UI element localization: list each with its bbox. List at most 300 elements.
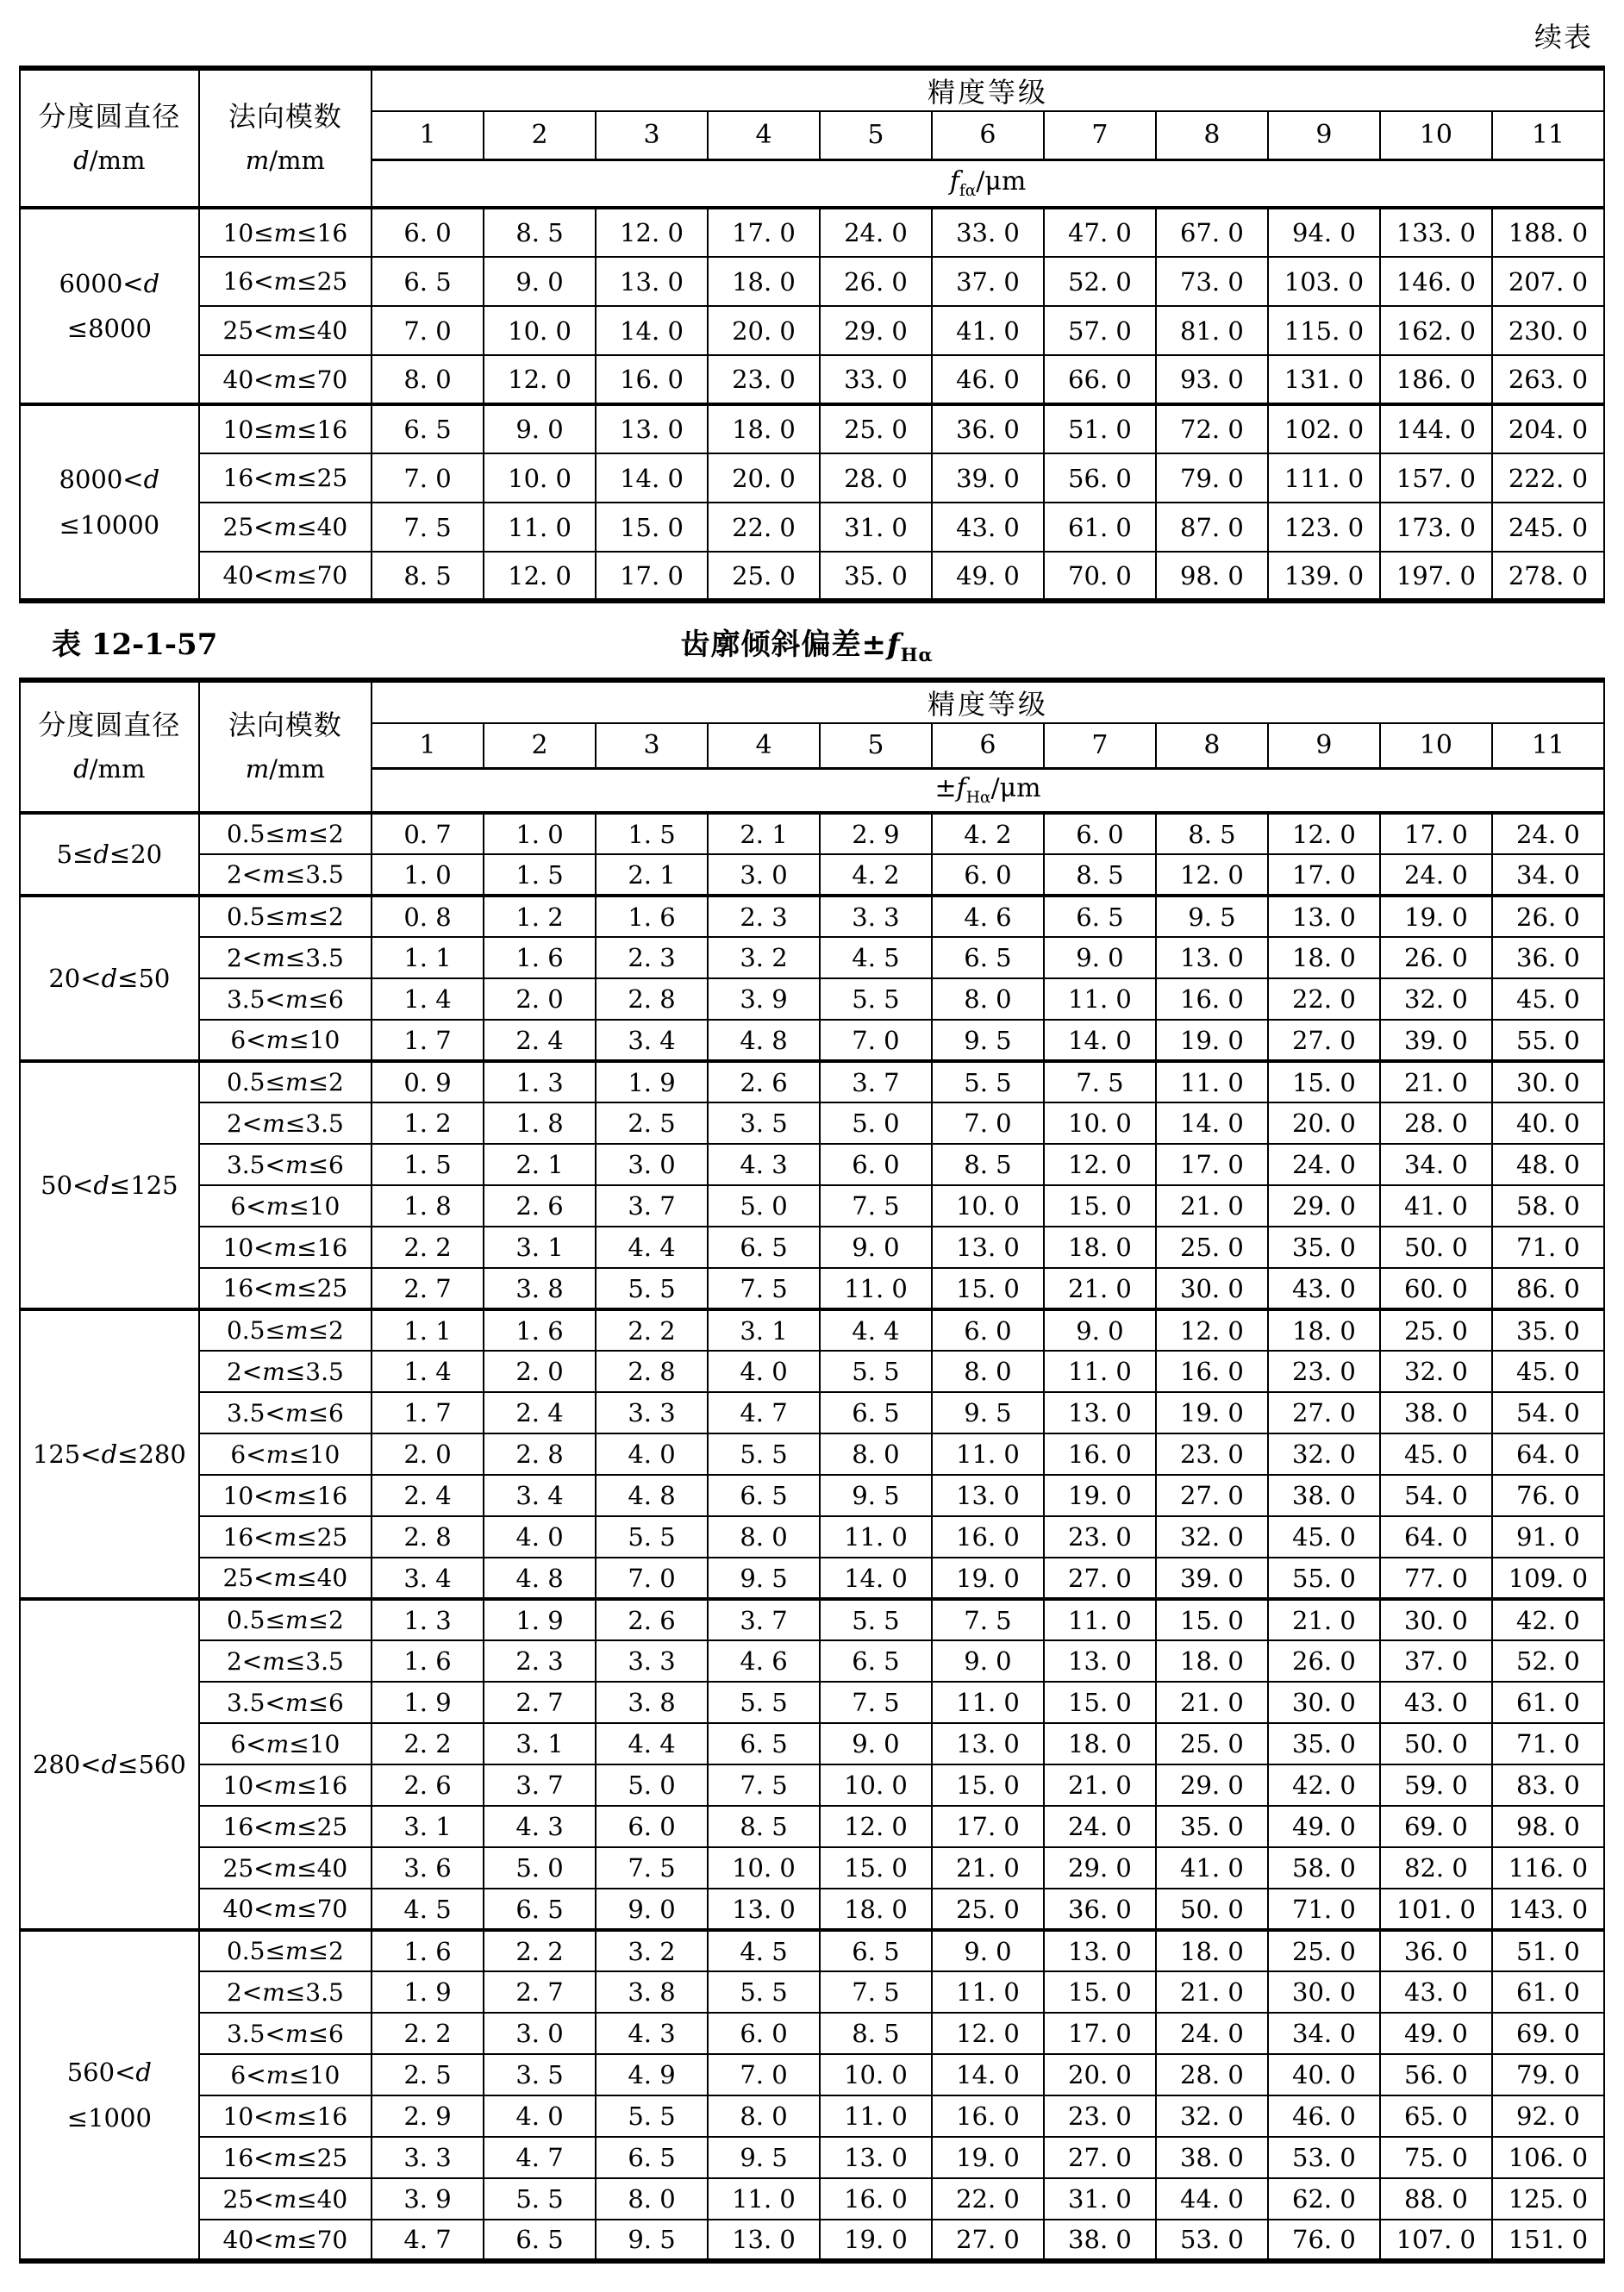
value-cell: 93. 0 — [1156, 355, 1268, 404]
diameter-range-label: 280<d≤560 — [20, 1599, 199, 1930]
value-cell: 6. 0 — [372, 208, 484, 257]
value-cell: 12. 0 — [1156, 1309, 1268, 1351]
value-cell: 12. 0 — [484, 355, 596, 404]
value-cell: 1. 8 — [484, 1102, 596, 1144]
module-range-label: 10≤m≤16 — [199, 208, 372, 257]
value-cell: 61. 0 — [1492, 1682, 1604, 1723]
unit-header: $\pm f_{H\alpha}/\mu m$ — [372, 768, 1604, 813]
value-cell: 18. 0 — [708, 404, 820, 453]
value-cell: 36. 0 — [932, 404, 1044, 453]
value-cell: 19. 0 — [1156, 1392, 1268, 1433]
value-cell: 1. 1 — [372, 1309, 484, 1351]
value-cell: 33. 0 — [932, 208, 1044, 257]
grade-col-header: 6 — [932, 723, 1044, 768]
value-cell: 36. 0 — [1492, 937, 1604, 978]
value-cell: 30. 0 — [1156, 1268, 1268, 1309]
module-range-label: 6<m≤10 — [199, 1723, 372, 1764]
value-cell: 28. 0 — [820, 453, 932, 503]
value-cell: 2. 0 — [484, 1351, 596, 1392]
table-row — [20, 503, 1604, 552]
value-cell: 3. 1 — [484, 1723, 596, 1764]
table-row — [20, 1102, 1604, 1144]
value-cell: 6. 0 — [932, 1309, 1044, 1351]
value-cell: 5. 5 — [820, 1599, 932, 1640]
value-cell: 26. 0 — [1380, 937, 1492, 978]
table-row — [20, 1682, 1604, 1723]
value-cell: 18. 0 — [1044, 1723, 1156, 1764]
value-cell: 34. 0 — [1492, 854, 1604, 896]
grade-col-header: 8 — [1156, 111, 1268, 159]
table-row — [20, 1227, 1604, 1268]
value-cell: 12. 0 — [596, 208, 708, 257]
value-cell: 3. 2 — [596, 1930, 708, 1971]
value-cell: 1. 6 — [372, 1930, 484, 1971]
value-cell: 29. 0 — [1268, 1185, 1380, 1227]
module-range-label: 40<m≤70 — [199, 1889, 372, 1930]
grade-col-header: 6 — [932, 111, 1044, 159]
value-cell: 16. 0 — [820, 2178, 932, 2220]
module-range-label: 0.5≤m≤2 — [199, 1930, 372, 1971]
value-cell: 25. 0 — [1380, 1309, 1492, 1351]
table-row — [20, 2137, 1604, 2178]
value-cell: 151. 0 — [1492, 2220, 1604, 2261]
value-cell: 18. 0 — [1156, 1640, 1268, 1682]
value-cell: 18. 0 — [1156, 1930, 1268, 1971]
value-cell: 10. 0 — [708, 1847, 820, 1889]
value-cell: 24. 0 — [1268, 1144, 1380, 1185]
value-cell: 2. 2 — [484, 1930, 596, 1971]
value-cell: 2. 4 — [484, 1392, 596, 1433]
value-cell: 2. 8 — [484, 1433, 596, 1475]
value-cell: 14. 0 — [1156, 1102, 1268, 1144]
value-cell: 11. 0 — [1156, 1061, 1268, 1102]
value-cell: 53. 0 — [1268, 2137, 1380, 2178]
value-cell: 3. 3 — [372, 2137, 484, 2178]
value-cell: 18. 0 — [820, 1889, 932, 1930]
value-cell: 6. 5 — [596, 2137, 708, 2178]
value-cell: 11. 0 — [1044, 978, 1156, 1020]
value-cell: 60. 0 — [1380, 1268, 1492, 1309]
value-cell: 29. 0 — [1156, 1764, 1268, 1806]
table-row — [20, 2220, 1604, 2261]
value-cell: 22. 0 — [1268, 978, 1380, 1020]
module-range-label: 16<m≤25 — [199, 1516, 372, 1558]
value-cell: 83. 0 — [1492, 1764, 1604, 1806]
value-cell: 8. 5 — [372, 552, 484, 601]
value-cell: 9. 0 — [1044, 1309, 1156, 1351]
grade-col-header: 11 — [1492, 111, 1604, 159]
module-range-label: 3.5<m≤6 — [199, 978, 372, 1020]
value-cell: 4. 3 — [596, 2013, 708, 2054]
value-cell: 102. 0 — [1268, 404, 1380, 453]
value-cell: 32. 0 — [1268, 1433, 1380, 1475]
value-cell: 41. 0 — [932, 306, 1044, 355]
value-cell: 35. 0 — [1156, 1806, 1268, 1847]
value-cell: 3. 2 — [708, 937, 820, 978]
value-cell: 15. 0 — [1268, 1061, 1380, 1102]
value-cell: 19. 0 — [820, 2220, 932, 2261]
module-range-label: 3.5<m≤6 — [199, 1682, 372, 1723]
value-cell: 3. 5 — [708, 1102, 820, 1144]
value-cell: 2. 8 — [372, 1516, 484, 1558]
value-cell: 186. 0 — [1380, 355, 1492, 404]
value-cell: 3. 3 — [596, 1392, 708, 1433]
value-cell: 92. 0 — [1492, 2095, 1604, 2137]
value-cell: 25. 0 — [1268, 1930, 1380, 1971]
value-cell: 6. 5 — [484, 2220, 596, 2261]
value-cell: 45. 0 — [1492, 1351, 1604, 1392]
value-cell: 24. 0 — [1492, 813, 1604, 854]
value-cell: 39. 0 — [1156, 1558, 1268, 1599]
value-cell: 12. 0 — [932, 2013, 1044, 2054]
continuation-label: 续表 — [1533, 21, 1593, 53]
value-cell: 12. 0 — [484, 552, 596, 601]
value-cell: 8. 5 — [1156, 813, 1268, 854]
value-cell: 86. 0 — [1492, 1268, 1604, 1309]
value-cell: 9. 0 — [932, 1640, 1044, 1682]
value-cell: 54. 0 — [1380, 1475, 1492, 1516]
grade-col-header: 1 — [372, 111, 484, 159]
value-cell: 43. 0 — [1268, 1268, 1380, 1309]
value-cell: 16. 0 — [1156, 1351, 1268, 1392]
value-cell: 3. 7 — [596, 1185, 708, 1227]
value-cell: 11. 0 — [1044, 1599, 1156, 1640]
value-cell: 15. 0 — [1044, 1185, 1156, 1227]
module-range-label: 25<m≤40 — [199, 2178, 372, 2220]
value-cell: 3. 5 — [484, 2054, 596, 2095]
module-range-label: 3.5<m≤6 — [199, 1392, 372, 1433]
col-header-pitch-diameter: 分度圆直径 d/mm — [20, 680, 199, 813]
value-cell: 24. 0 — [1380, 854, 1492, 896]
value-cell: 245. 0 — [1492, 503, 1604, 552]
table-row — [20, 2095, 1604, 2137]
value-cell: 1. 3 — [372, 1599, 484, 1640]
table-row — [20, 813, 1604, 854]
module-range-label: 10<m≤16 — [199, 1764, 372, 1806]
value-cell: 9. 5 — [708, 1558, 820, 1599]
value-cell: 14. 0 — [932, 2054, 1044, 2095]
value-cell: 1. 7 — [372, 1392, 484, 1433]
table-row — [20, 2054, 1604, 2095]
value-cell: 13. 0 — [932, 1475, 1044, 1516]
value-cell: 2. 5 — [372, 2054, 484, 2095]
value-cell: 9. 5 — [932, 1020, 1044, 1061]
table-number: 表 12-1-57 — [52, 628, 218, 662]
value-cell: 11. 0 — [708, 2178, 820, 2220]
value-cell: 87. 0 — [1156, 503, 1268, 552]
value-cell: 19. 0 — [1380, 896, 1492, 937]
value-cell: 27. 0 — [1156, 1475, 1268, 1516]
value-cell: 197. 0 — [1380, 552, 1492, 601]
value-cell: 17. 0 — [932, 1806, 1044, 1847]
value-cell: 52. 0 — [1044, 257, 1156, 306]
value-cell: 49. 0 — [1380, 2013, 1492, 2054]
value-cell: 11. 0 — [820, 1516, 932, 1558]
value-cell: 17. 0 — [1268, 854, 1380, 896]
value-cell: 30. 0 — [1380, 1599, 1492, 1640]
value-cell: 4. 7 — [372, 2220, 484, 2261]
table-row — [20, 1020, 1604, 1061]
value-cell: 2. 2 — [372, 2013, 484, 2054]
value-cell: 3. 9 — [708, 978, 820, 1020]
value-cell: 1. 6 — [596, 896, 708, 937]
value-cell: 9. 0 — [1044, 937, 1156, 978]
module-range-label: 6<m≤10 — [199, 2054, 372, 2095]
value-cell: 66. 0 — [1044, 355, 1156, 404]
value-cell: 23. 0 — [1044, 1516, 1156, 1558]
value-cell: 1. 5 — [372, 1144, 484, 1185]
table-row — [20, 453, 1604, 503]
value-cell: 41. 0 — [1380, 1185, 1492, 1227]
value-cell: 27. 0 — [1044, 2137, 1156, 2178]
value-cell: 4. 0 — [596, 1433, 708, 1475]
value-cell: 71. 0 — [1492, 1723, 1604, 1764]
value-cell: 2. 7 — [484, 1971, 596, 2013]
profile-slope-deviation-table — [19, 678, 1605, 2264]
grade-col-header: 5 — [820, 723, 932, 768]
accuracy-grade-header: 精度等级 — [372, 680, 1604, 723]
grade-col-header: 1 — [372, 723, 484, 768]
value-cell: 13. 0 — [596, 404, 708, 453]
value-cell: 20. 0 — [708, 453, 820, 503]
value-cell: 11. 0 — [932, 1433, 1044, 1475]
diameter-range-label: 5≤d≤20 — [20, 813, 199, 896]
value-cell: 32. 0 — [1156, 1516, 1268, 1558]
value-cell: 4. 4 — [820, 1309, 932, 1351]
grade-col-header: 3 — [596, 723, 708, 768]
table-row — [20, 1185, 1604, 1227]
diameter-range-label: 20<d≤50 — [20, 896, 199, 1061]
module-range-label: 2<m≤3.5 — [199, 1102, 372, 1144]
col-header-normal-module: 法向模数 m/mm — [199, 680, 372, 813]
grade-col-header: 7 — [1044, 111, 1156, 159]
table-row — [20, 552, 1604, 601]
value-cell: 0. 9 — [372, 1061, 484, 1102]
value-cell: 94. 0 — [1268, 208, 1380, 257]
value-cell: 62. 0 — [1268, 2178, 1380, 2220]
value-cell: 2. 4 — [372, 1475, 484, 1516]
value-cell: 131. 0 — [1268, 355, 1380, 404]
value-cell: 4. 7 — [708, 1392, 820, 1433]
value-cell: 76. 0 — [1492, 1475, 1604, 1516]
value-cell: 82. 0 — [1380, 1847, 1492, 1889]
value-cell: 14. 0 — [596, 306, 708, 355]
value-cell: 139. 0 — [1268, 552, 1380, 601]
value-cell: 278. 0 — [1492, 552, 1604, 601]
value-cell: 144. 0 — [1380, 404, 1492, 453]
value-cell: 50. 0 — [1380, 1227, 1492, 1268]
module-range-label: 2<m≤3.5 — [199, 1640, 372, 1682]
value-cell: 42. 0 — [1268, 1764, 1380, 1806]
value-cell: 4. 0 — [708, 1351, 820, 1392]
table-row — [20, 1433, 1604, 1475]
table-row — [20, 1268, 1604, 1309]
value-cell: 13. 0 — [596, 257, 708, 306]
value-cell: 9. 0 — [596, 1889, 708, 1930]
value-cell: 7. 0 — [708, 2054, 820, 2095]
value-cell: 4. 4 — [596, 1227, 708, 1268]
value-cell: 3. 4 — [372, 1558, 484, 1599]
value-cell: 19. 0 — [1044, 1475, 1156, 1516]
module-range-label: 25<m≤40 — [199, 503, 372, 552]
value-cell: 39. 0 — [1380, 1020, 1492, 1061]
value-cell: 11. 0 — [932, 1971, 1044, 2013]
grade-col-header: 10 — [1380, 723, 1492, 768]
grade-col-header: 7 — [1044, 723, 1156, 768]
value-cell: 49. 0 — [932, 552, 1044, 601]
value-cell: 2. 2 — [372, 1723, 484, 1764]
table-row — [20, 1599, 1604, 1640]
value-cell: 188. 0 — [1492, 208, 1604, 257]
value-cell: 123. 0 — [1268, 503, 1380, 552]
value-cell: 19. 0 — [932, 2137, 1044, 2178]
module-range-label: 40<m≤70 — [199, 2220, 372, 2261]
value-cell: 14. 0 — [1044, 1020, 1156, 1061]
value-cell: 16. 0 — [596, 355, 708, 404]
value-cell: 1. 7 — [372, 1020, 484, 1061]
value-cell: 43. 0 — [932, 503, 1044, 552]
value-cell: 7. 5 — [820, 1971, 932, 2013]
diameter-range-label: 50<d≤125 — [20, 1061, 199, 1309]
value-cell: 5. 5 — [708, 1433, 820, 1475]
value-cell: 1. 4 — [372, 1351, 484, 1392]
value-cell: 101. 0 — [1380, 1889, 1492, 1930]
value-cell: 3. 4 — [596, 1020, 708, 1061]
value-cell: 17. 0 — [708, 208, 820, 257]
grade-col-header: 2 — [484, 111, 596, 159]
value-cell: 1. 5 — [484, 854, 596, 896]
value-cell: 38. 0 — [1268, 1475, 1380, 1516]
value-cell: 15. 0 — [596, 503, 708, 552]
value-cell: 51. 0 — [1492, 1930, 1604, 1971]
value-cell: 2. 9 — [820, 813, 932, 854]
value-cell: 263. 0 — [1492, 355, 1604, 404]
value-cell: 36. 0 — [1380, 1930, 1492, 1971]
value-cell: 70. 0 — [1044, 552, 1156, 601]
value-cell: 50. 0 — [1380, 1723, 1492, 1764]
value-cell: 71. 0 — [1268, 1889, 1380, 1930]
value-cell: 11. 0 — [820, 1268, 932, 1309]
value-cell: 21. 0 — [1044, 1268, 1156, 1309]
value-cell: 4. 5 — [708, 1930, 820, 1971]
value-cell: 22. 0 — [932, 2178, 1044, 2220]
value-cell: 59. 0 — [1380, 1764, 1492, 1806]
value-cell: 4. 8 — [708, 1020, 820, 1061]
value-cell: 3. 7 — [484, 1764, 596, 1806]
value-cell: 13. 0 — [1044, 1392, 1156, 1433]
value-cell: 29. 0 — [820, 306, 932, 355]
value-cell: 8. 0 — [596, 2178, 708, 2220]
value-cell: 3. 7 — [820, 1061, 932, 1102]
value-cell: 77. 0 — [1380, 1558, 1492, 1599]
value-cell: 21. 0 — [1156, 1185, 1268, 1227]
value-cell: 55. 0 — [1492, 1020, 1604, 1061]
value-cell: 15. 0 — [820, 1847, 932, 1889]
value-cell: 1. 9 — [596, 1061, 708, 1102]
grade-col-header: 4 — [708, 111, 820, 159]
value-cell: 9. 0 — [484, 404, 596, 453]
value-cell: 4. 5 — [820, 937, 932, 978]
value-cell: 34. 0 — [1380, 1144, 1492, 1185]
value-cell: 30. 0 — [1268, 1971, 1380, 2013]
value-cell: 6. 5 — [484, 1889, 596, 1930]
value-cell: 4. 8 — [596, 1475, 708, 1516]
value-cell: 79. 0 — [1492, 2054, 1604, 2095]
value-cell: 3. 0 — [596, 1144, 708, 1185]
value-cell: 2. 0 — [372, 1433, 484, 1475]
value-cell: 3. 9 — [372, 2178, 484, 2220]
value-cell: 1. 2 — [372, 1102, 484, 1144]
value-cell: 7. 0 — [932, 1102, 1044, 1144]
module-range-label: 0.5≤m≤2 — [199, 896, 372, 937]
value-cell: 3. 8 — [596, 1682, 708, 1723]
value-cell: 2. 0 — [484, 978, 596, 1020]
col-header-pitch-diameter: 分度圆直径 d/mm — [20, 68, 199, 208]
value-cell: 45. 0 — [1380, 1433, 1492, 1475]
module-range-label: 2<m≤3.5 — [199, 1971, 372, 2013]
value-cell: 1. 9 — [484, 1599, 596, 1640]
value-cell: 7. 5 — [596, 1847, 708, 1889]
value-cell: 98. 0 — [1156, 552, 1268, 601]
value-cell: 17. 0 — [1380, 813, 1492, 854]
value-cell: 4. 7 — [484, 2137, 596, 2178]
grade-col-header: 4 — [708, 723, 820, 768]
table-row — [20, 1723, 1604, 1764]
value-cell: 1. 2 — [484, 896, 596, 937]
value-cell: 4. 2 — [820, 854, 932, 896]
value-cell: 2. 6 — [708, 1061, 820, 1102]
value-cell: 109. 0 — [1492, 1558, 1604, 1599]
table-row — [20, 1475, 1604, 1516]
value-cell: 69. 0 — [1380, 1806, 1492, 1847]
grade-col-header: 10 — [1380, 111, 1492, 159]
value-cell: 98. 0 — [1492, 1806, 1604, 1847]
value-cell: 2. 3 — [708, 896, 820, 937]
value-cell: 1. 6 — [484, 937, 596, 978]
value-cell: 9. 5 — [820, 1475, 932, 1516]
value-cell: 27. 0 — [1268, 1020, 1380, 1061]
accuracy-grade-header: 精度等级 — [372, 68, 1604, 111]
value-cell: 9. 0 — [820, 1723, 932, 1764]
value-cell: 2. 1 — [596, 854, 708, 896]
value-cell: 5. 5 — [708, 1971, 820, 2013]
value-cell: 21. 0 — [1268, 1599, 1380, 1640]
value-cell: 21. 0 — [1380, 1061, 1492, 1102]
value-cell: 7. 5 — [932, 1599, 1044, 1640]
value-cell: 61. 0 — [1492, 1971, 1604, 2013]
table-row — [20, 257, 1604, 306]
value-cell: 12. 0 — [1268, 813, 1380, 854]
value-cell: 37. 0 — [932, 257, 1044, 306]
value-cell: 1. 4 — [372, 978, 484, 1020]
value-cell: 8. 0 — [372, 355, 484, 404]
value-cell: 8. 5 — [820, 2013, 932, 2054]
value-cell: 5. 0 — [820, 1102, 932, 1144]
value-cell: 1. 1 — [372, 937, 484, 978]
value-cell: 21. 0 — [1044, 1764, 1156, 1806]
module-range-label: 16<m≤25 — [199, 1268, 372, 1309]
value-cell: 18. 0 — [1268, 937, 1380, 978]
grade-col-header: 5 — [820, 111, 932, 159]
value-cell: 19. 0 — [1156, 1020, 1268, 1061]
value-cell: 2. 3 — [484, 1640, 596, 1682]
value-cell: 1. 8 — [372, 1185, 484, 1227]
module-range-label: 16<m≤25 — [199, 2137, 372, 2178]
value-cell: 6. 0 — [820, 1144, 932, 1185]
value-cell: 5. 0 — [596, 1764, 708, 1806]
value-cell: 11. 0 — [484, 503, 596, 552]
value-cell: 8. 5 — [484, 208, 596, 257]
